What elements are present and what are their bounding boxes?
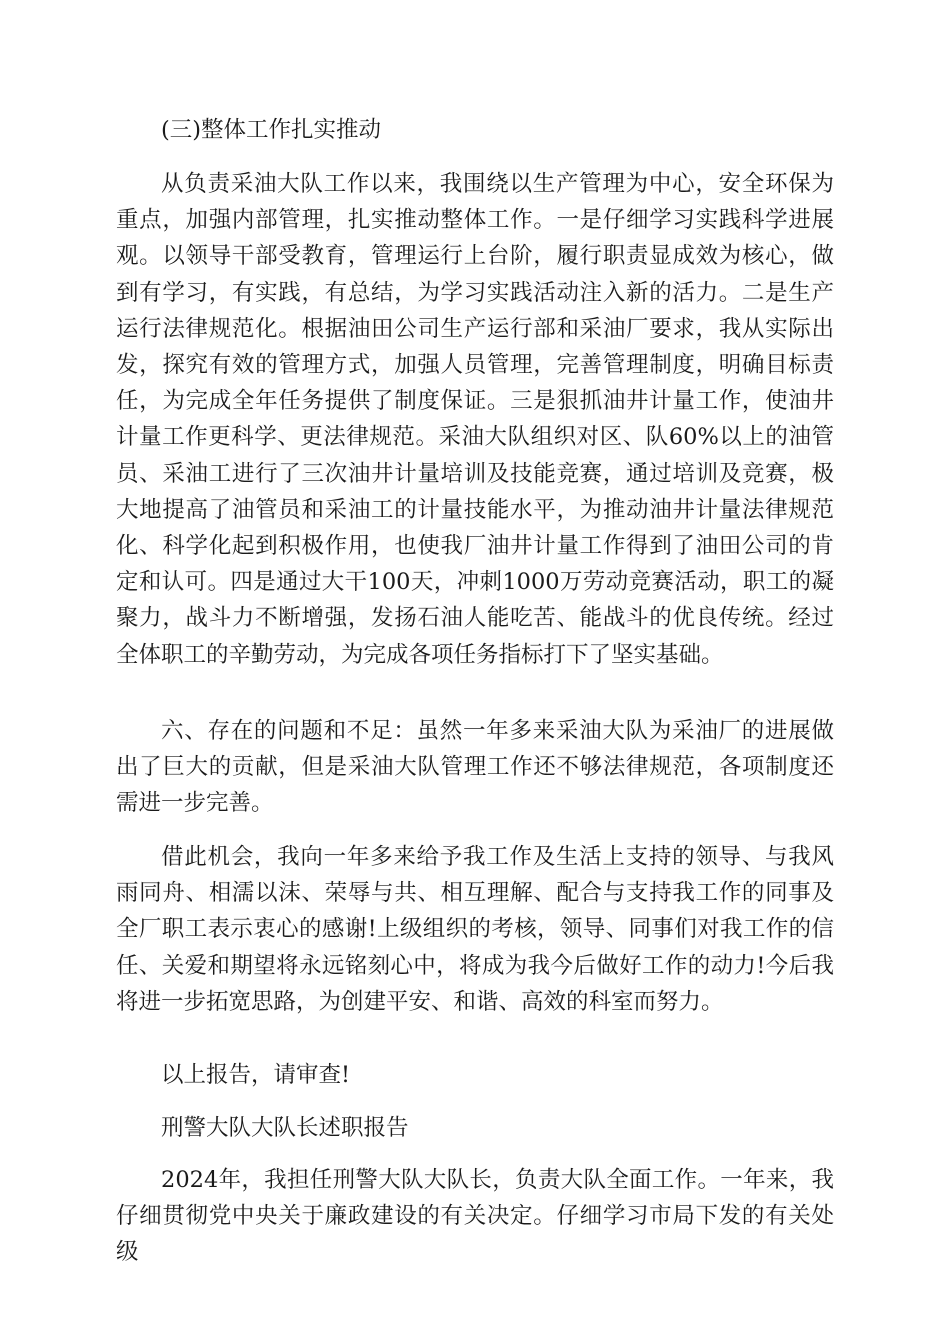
body-paragraph-problems: 六、存在的问题和不足：虽然一年多来采油大队为采油厂的进展做出了巨大的贡献，但是采油大队管理工作还不够法律规范，各项制度还需进一步完善。: [116, 718, 834, 817]
section-heading: (三)整体工作扎实推动: [161, 117, 382, 143]
closing-line: 以上报告，请审查!: [161, 1062, 351, 1088]
body-paragraph-work: 从负责采油大队工作以来，我围绕以生产管理为中心，安全环保为重点，加强内部管理，扎实推动整体工作。一是仔细学习实践科学进展观。以领导干部受教育，管理运行上台阶，履行职责显成效为核心，做到有学习，有实践，有总结，为学习实践活动注入新的活力。二是生产运行法律规范化。根据油田公司生产运行部和采油厂要求，我从实际出发，探究有效的管理方式，加强人员管理，完善管理制度，明确目标责任，为完成全年任务提供了制度保证。三是狠抓油井计量工作，使油井计量工作更科学、更法律规范。采油大队组织对区、队60%以上的油管员、采油工进行了三次油井计量培训及技能竞赛，通过培训及竞赛，极大地提高了油管员和采油工的计量技能水平，为推动油井计量法律规范化、科学化起到积极作用，也使我厂油井计量工作得到了油田公司的肯定和认可。四是通过大干100天，冲刺1000万劳动竞赛活动，职工的凝聚力，战斗力不断增强，发扬石油人能吃苦、能战斗的优良传统。经过全体职工的辛勤劳动，为完成各项任务指标打下了坚实基础。: [116, 171, 834, 668]
report-title: 刑警大队大队长述职报告: [161, 1115, 409, 1141]
body-paragraph-thanks: 借此机会，我向一年多来给予我工作及生活上支持的领导、与我风雨同舟、相濡以沫、荣辱与共、相互理解、配合与支持我工作的同事及全厂职工表示衷心的感谢!上级组织的考核，领导、同事们对我工作的信任、关爱和期望将永远铭刻心中，将成为我今后做好工作的动力!今后我将进一步拓宽思路，为创建平安、和谐、高效的科室而努力。: [116, 844, 834, 1015]
body-paragraph-intro: 2024年，我担任刑警大队大队长，负责大队全面工作。一年来，我仔细贯彻党中央关于廉政建设的有关决定。仔细学习市局下发的有关处级: [116, 1167, 834, 1266]
